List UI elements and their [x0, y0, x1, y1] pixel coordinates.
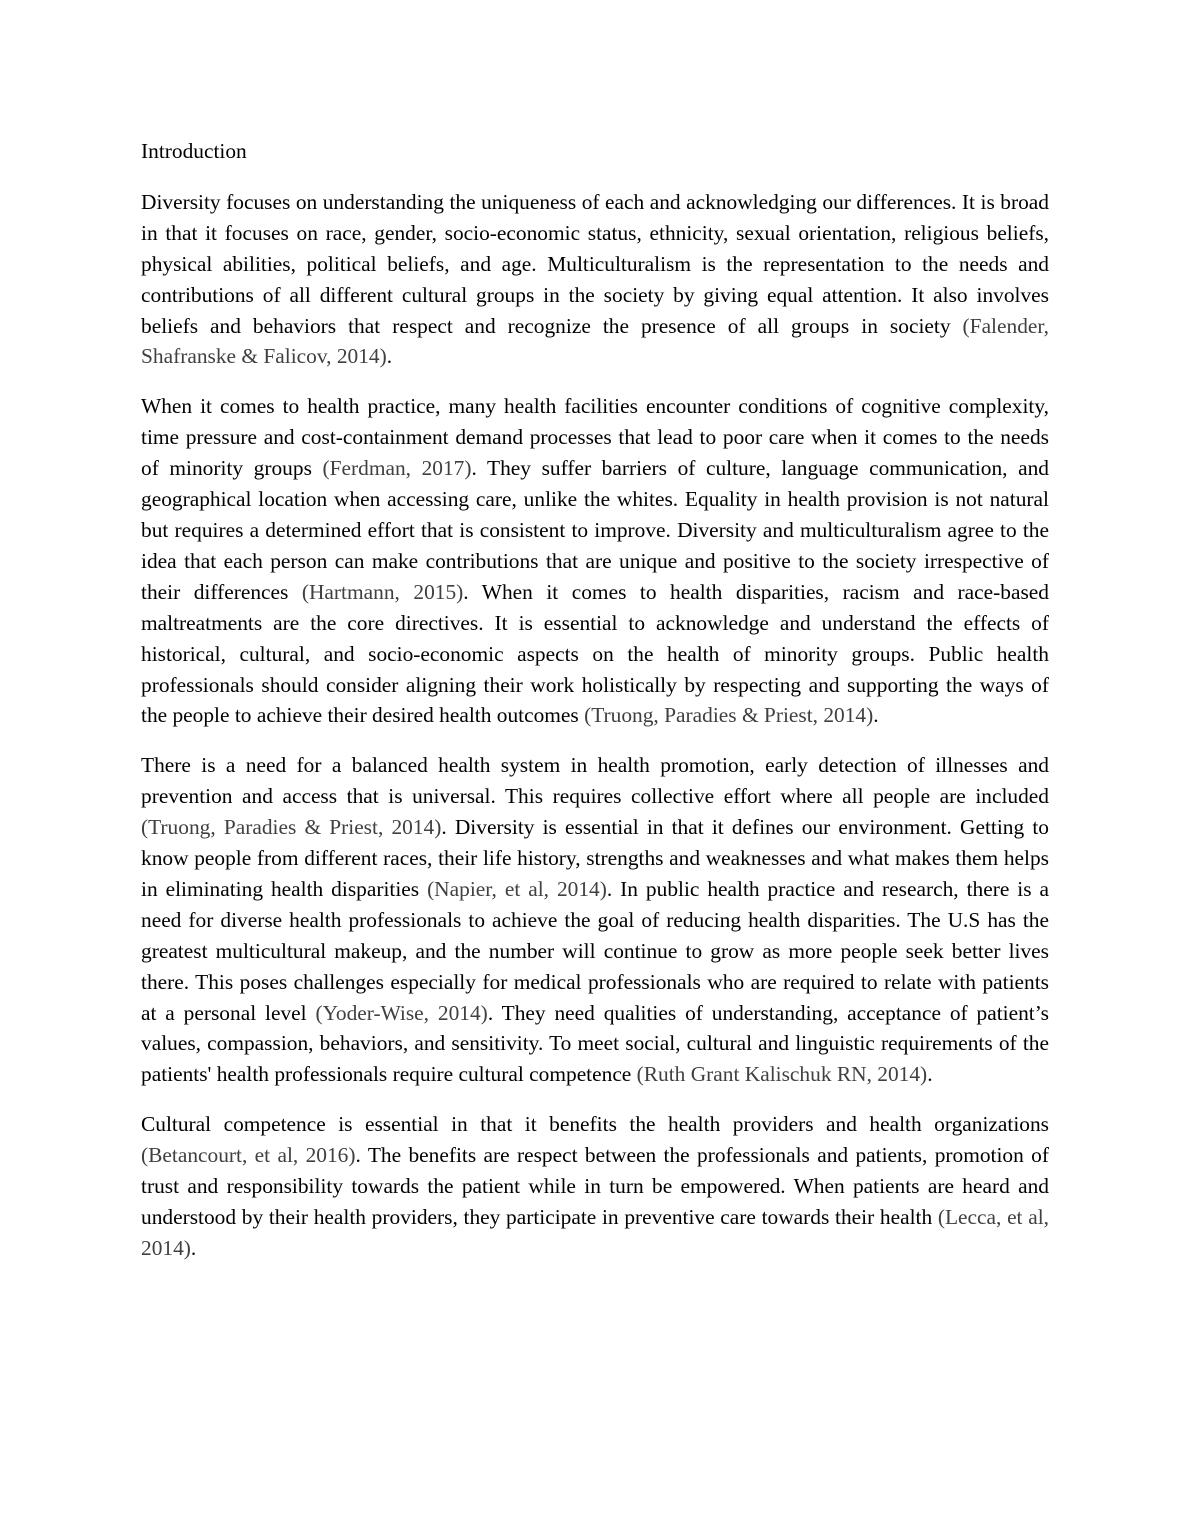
paragraph-3 [141, 750, 1049, 1090]
paragraph-text: When it comes to health practice, many health facilities encounter conditions of cognitive complexity, time pressure and cost-containment demand processes that lead to poor care when it comes to the needs of minority groups [141, 394, 1049, 481]
paragraph-text: . [386, 344, 393, 369]
document-body [141, 136, 1049, 1283]
citation: (Hartmann, 2015) [301, 579, 464, 604]
citation: (Truong, Paradies & Priest, 2014) [584, 703, 874, 728]
paragraph-text: . Diversity is essential in that it defines our environment. Getting to know people from different races, their life history, strengths and weaknesses and what makes them helps in eliminating health disparities [141, 815, 1049, 901]
citation: (Ruth Grant Kalischuk RN, 2014) [636, 1062, 928, 1087]
paragraph-text: . The benefits are respect between the professionals and patients, promotion of trust and responsibility towards the patient while in turn be empowered. When patients are heard and understood by their health providers, they participate in preventive care towards their health [141, 1143, 1049, 1229]
paragraph-2 [141, 391, 1049, 731]
paragraph-1 [141, 187, 1049, 372]
citation: (Truong, Paradies & Priest, 2014) [141, 815, 442, 840]
citation: (Lecca, et al, 2014) [141, 1205, 1049, 1260]
paragraph-text: Cultural competence is essential in that it benefits the health providers and health organizations [141, 1112, 1049, 1137]
paragraph-4 [141, 1109, 1049, 1264]
paragraph-text: . In public health practice and research, there is a need for diverse health professionals to achieve the goal of reducing health disparities. The U.S has the greatest multicultural makeup, and the number will continue to grow as more people seek better lives there. This poses challenges especially for medical professionals who are required to relate with patients at a personal level [141, 876, 1049, 1025]
paragraph-text: . When it comes to health disparities, racism and race-based maltreatments are the core directives. It is essential to acknowledge and understand the effects of historical, cultural, and socio-economic aspects on the health of minority groups. Public health professionals should consider aligning their work holistically by respecting and supporting the ways of the people to achieve their desired health outcomes [141, 579, 1049, 728]
citation: (Ferdman, 2017) [322, 456, 472, 481]
paragraph-text: . [190, 1235, 197, 1260]
citation: (Napier, et al, 2014) [427, 876, 607, 901]
citation: (Betancourt, et al, 2016) [141, 1143, 356, 1168]
paragraph-text: . [927, 1062, 933, 1087]
paragraph-text: Diversity focuses on understanding the uniqueness of each and acknowledging our differences. It is broad in that it focuses on race, gender, socio-economic status, ethnicity, sexual orientation, religious beliefs, physical abilities, political beliefs, and age. Multiculturalism is the representation to the needs and contributions of all different cultural groups in the society by giving equal attention. It also involves beliefs and behaviors that respect and recognize the presence of all groups in society [141, 189, 1049, 338]
paragraph-text: . [873, 703, 879, 728]
citation: (Yoder-Wise, 2014) [315, 1000, 488, 1025]
paragraph-text: There is a need for a balanced health system in health promotion, early detection of illnesses and prevention and access that is universal. This requires collective effort where all people are included [141, 753, 1049, 809]
paragraph-text: . They suffer barriers of culture, language communication, and geographical location when accessing care, unlike the whites. Equality in health provision is not natural but requires a determined effort that is consistent to improve. Diversity and multiculturalism agree to the idea that each person can make contributions that are unique and positive to the society irrespective of their differences [141, 456, 1049, 604]
paragraph-text: . They need qualities of understanding, acceptance of patient’s values, compassion, behaviors, and sensitivity. To meet social, cultural and linguistic requirements of the patients' health professionals require cultural competence [141, 1000, 1049, 1087]
section-heading: Introduction [141, 139, 247, 163]
citation: (Falender, Shafranske & Falicov, 2014) [141, 313, 1049, 369]
